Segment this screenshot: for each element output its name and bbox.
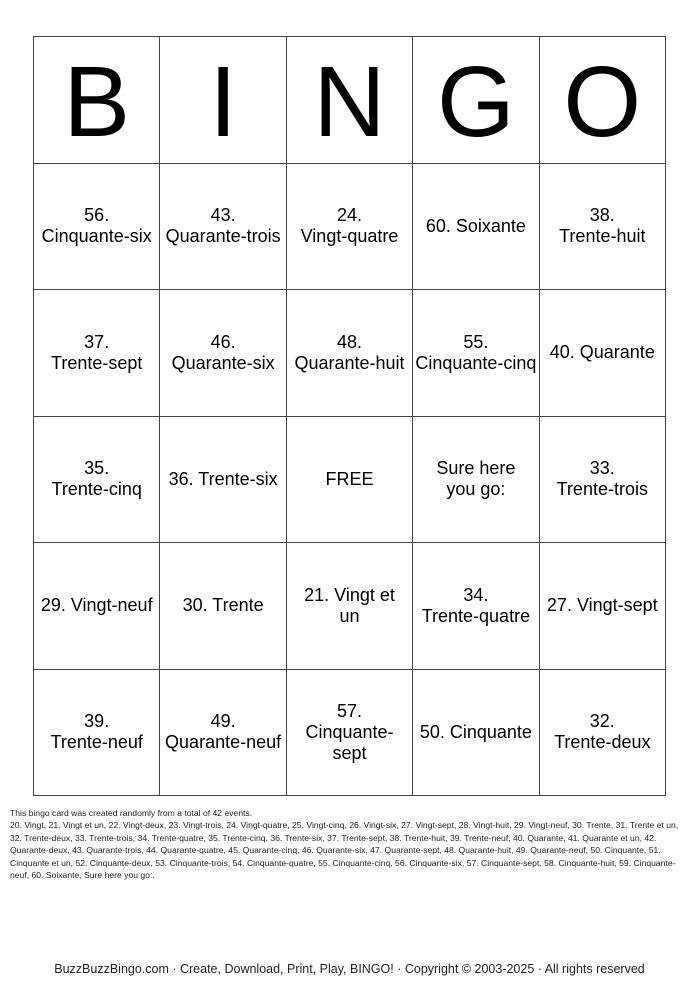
free-space-cell: FREE bbox=[287, 417, 413, 544]
bingo-cell: 30. Trente bbox=[160, 543, 286, 670]
bingo-cell: 32. Trente-deux bbox=[540, 670, 666, 797]
site-footer: BuzzBuzzBingo.com · Create, Download, Print, Play, BINGO! · Copyright © 2003-2025 · All rights reserved bbox=[54, 962, 645, 976]
bingo-cell: 24. Vingt-quatre bbox=[287, 164, 413, 291]
bingo-cell: 60. Soixante bbox=[413, 164, 539, 291]
bingo-cell: 34. Trente-quatre bbox=[413, 543, 539, 670]
bingo-cell: 49. Quarante-neuf bbox=[160, 670, 286, 797]
bingo-cell: 27. Vingt-sept bbox=[540, 543, 666, 670]
header-letter-g: G bbox=[413, 37, 539, 164]
bingo-cell: Sure here you go: bbox=[413, 417, 539, 544]
bingo-cell: 56. Cinquante-six bbox=[34, 164, 160, 291]
header-letter-o: O bbox=[540, 37, 666, 164]
bingo-cell: 29. Vingt-neuf bbox=[34, 543, 160, 670]
bingo-cell: 50. Cinquante bbox=[413, 670, 539, 797]
bingo-cell: 40. Quarante bbox=[540, 290, 666, 417]
bingo-cell: 43. Quarante-trois bbox=[160, 164, 286, 291]
bingo-cell: 36. Trente-six bbox=[160, 417, 286, 544]
header-letter-n: N bbox=[287, 37, 413, 164]
bingo-cell: 48. Quarante-huit bbox=[287, 290, 413, 417]
bingo-cell: 38. Trente-huit bbox=[540, 164, 666, 291]
bingo-cell: 39. Trente-neuf bbox=[34, 670, 160, 797]
footnote-event-list: 20. Vingt, 21. Vingt et un, 22. Vingt-deux, 23. Vingt-trois, 24. Vingt-quatre, 25. Vingt-cinq, 26. Vingt-six, 27. Vingt-sept, 28. Vingt-huit, 29. Vingt-neuf, 30. Trente, 31. Trente et un, 32. Trente-deux, 33. Trente-trois, 34. Trente-quatre, 35. Trente-cinq, 36. Trente-six, 37. Trente-sept, 38. Trente-huit, 39. Trente-neuf, 40. Quarante, 41. Quarante et un, 42. Quarante-deux, 43. Quarante-trois, 44. Quarante-quatre, 45. Quarante-cinq, 46. Quarante-six, 47. Quarante-sept, 48. Quarante-huit, 49. Quarante-neuf, 50. Cinquante, 51. Cinquante et un, 52. Cinquante-deux, 53. Cinquante-trois, 54. Cinquante-quatre, 55. Cinquante-cinq, 56. Cinquante-six, 57. Cinquante-sept, 58. Cinquante-huit, 59. Cinquante-neuf, 60. Soixante, Sure here you go:. bbox=[10, 820, 679, 881]
bingo-cell: 35. Trente-cinq bbox=[34, 417, 160, 544]
header-letter-i: I bbox=[160, 37, 286, 164]
bingo-cell: 46. Quarante-six bbox=[160, 290, 286, 417]
bingo-cell: 55. Cinquante-cinq bbox=[413, 290, 539, 417]
header-letter-b: B bbox=[34, 37, 160, 164]
bingo-cell: 57. Cinquante-sept bbox=[287, 670, 413, 797]
footnote-intro: This bingo card was created randomly from a total of 42 events. bbox=[10, 808, 253, 818]
bingo-cell: 21. Vingt et un bbox=[287, 543, 413, 670]
bingo-cell: 33. Trente-trois bbox=[540, 417, 666, 544]
card-footnote bbox=[10, 807, 690, 881]
bingo-cell: 37. Trente-sept bbox=[34, 290, 160, 417]
bingo-card bbox=[33, 36, 666, 796]
